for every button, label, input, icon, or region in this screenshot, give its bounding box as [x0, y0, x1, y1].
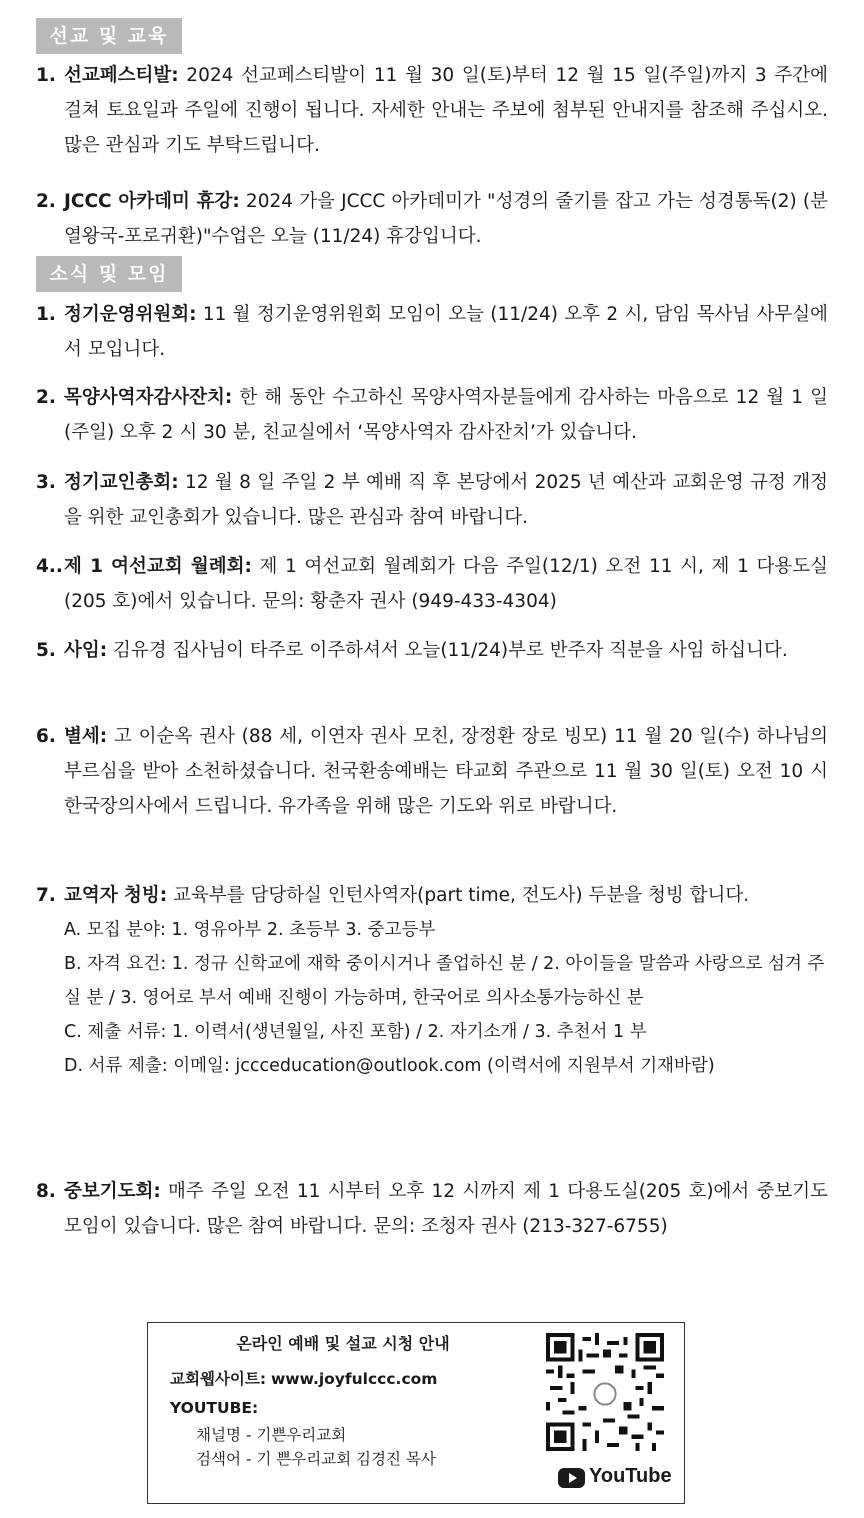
item-text: 매주 주일 오전 11 시부터 오후 12 시까지 제 1 다용도실(205 호)에서 중보기도모임이 있습니다. 많은 참여 바랍니다. 문의: 조청자 권사 (213-327-6755)	[64, 1181, 828, 1237]
qr-code-icon[interactable]	[546, 1333, 664, 1451]
item-text: 2024 가을 JCCC 아카데미가 "성경의 줄기를 잡고 가는 성경통독(2) (분열왕국-포로귀환)"수업은 오늘 (11/24) 휴강입니다.	[64, 191, 828, 247]
item-text: 11 월 정기운영위원회 모임이 오늘 (11/24) 오후 2 시, 담임 목사님 사무실에서 모입니다.	[64, 304, 828, 360]
item-number: 3.	[36, 472, 56, 493]
list-item	[36, 297, 828, 367]
item-number: 2.	[36, 387, 56, 408]
website-label: 교회웹사이트:	[170, 1370, 267, 1388]
item-number: 7.	[36, 885, 56, 906]
list-item	[36, 58, 828, 163]
item-lead: 정기운영위원회:	[64, 304, 197, 325]
item-lead: 중보기도회:	[64, 1181, 161, 1202]
item-lead: 제 1 여선교회 월례회:	[64, 556, 252, 577]
youtube-label: YOUTUBE:	[170, 1399, 259, 1417]
item-number: 2.	[36, 191, 56, 212]
youtube-logo[interactable]	[558, 1463, 672, 1493]
sub-item-a: A. 모집 분야: 1. 영유아부 2. 초등부 3. 중고등부	[64, 920, 436, 940]
item-text: 김유경 집사님이 타주로 이주하셔서 오늘(11/24)부로 반주자 직분을 사임 하십니다.	[107, 640, 788, 661]
list-item	[36, 1174, 828, 1244]
list-item	[36, 184, 828, 254]
item-lead: JCCC 아카데미 휴강:	[64, 191, 240, 212]
sub-item-b: B. 자격 요건: 1. 정규 신학교에 재학 중이시거나 졸업하신 분 / 2. 아이들을 말씀과 사랑으로 섬겨 주실 분 / 3. 영어로 부서 예배 진행이 가능하며, 한국어로 의사소통가능하신 분	[64, 954, 825, 1008]
item-text: 2024 선교페스티발이 11 월 30 일(토)부터 12 월 15 일(주일)까지 3 주간에 걸쳐 토요일과 주일에 진행이 됩니다. 자세한 안내는 주보에 첨부된 안내지를 참조해 주십시오. 많은 관심과 기도 부탁드립니다.	[64, 65, 828, 156]
item-number: 6.	[36, 726, 56, 747]
item-number: 8.	[36, 1181, 56, 1202]
list-item	[36, 719, 828, 824]
sub-item-c: C. 제출 서류: 1. 이력서(생년월일, 사진 포함) / 2. 자기소개 / 3. 추천서 1 부	[64, 1022, 647, 1042]
item-number: 5.	[36, 640, 56, 661]
channel-name: 채널명 - 기쁜우리교회	[196, 1426, 347, 1444]
item-text: 고 이순옥 권사 (88 세, 이연자 권사 모친, 장정환 장로 빙모) 11 월 20 일(수) 하나님의 부르심을 받아 소천하셨습니다. 천국환송예배는 타교회 주관으로 11 월 30 일(토) 오전 10 시 한국장의사에서 드립니다. 유가족을 위해 많은 기도와 위로 바랍니다.	[64, 726, 828, 817]
list-item	[36, 878, 828, 1083]
section-label-news: 소식 및 모임	[36, 256, 182, 292]
item-lead: 사임:	[64, 640, 108, 661]
list-item	[36, 380, 828, 450]
list-item	[36, 549, 828, 619]
search-term: 검색어 - 기 쁜우리교회 김경진 목사	[196, 1450, 436, 1468]
item-number: 4..	[36, 556, 63, 577]
list-item	[36, 633, 828, 668]
sub-item-d: D. 서류 제출: 이메일: jccceducation@outlook.com (이력서에 지원부서 기재바람)	[64, 1056, 715, 1076]
item-lead: 선교페스티발:	[64, 65, 179, 86]
website-link[interactable]: www.joyfulccc.com	[270, 1370, 438, 1388]
notice-title: 온라인 예배 및 설교 시청 안내	[236, 1334, 450, 1353]
section-label-mission: 선교 및 교육	[36, 18, 182, 54]
online-worship-notice	[147, 1322, 685, 1504]
item-number: 1.	[36, 304, 56, 325]
item-text: 12 월 8 일 주일 2 부 예배 직 후 본당에서 2025 년 예산과 교회운영 규정 개정을 위한 교인총회가 있습니다. 많은 관심과 참여 바랍니다.	[64, 472, 828, 528]
item-lead: 별세:	[64, 726, 108, 747]
youtube-logo-text: YouTube	[589, 1465, 672, 1487]
item-lead: 정기교인총회:	[64, 472, 179, 493]
item-lead: 교역자 청빙:	[64, 885, 168, 906]
item-lead: 목양사역자감사잔치:	[64, 387, 233, 408]
list-item	[36, 465, 828, 535]
item-text: 교육부를 담당하실 인턴사역자(part time, 전도사) 두분을 청빙 합니다.	[167, 885, 750, 906]
item-number: 1.	[36, 65, 56, 86]
item-text: 한 해 동안 수고하신 목양사역자분들에게 감사하는 마음으로 12 월 1 일(주일) 오후 2 시 30 분, 친교실에서 ‘목양사역자 감사잔치’가 있습니다.	[64, 387, 828, 443]
item-text: 제 1 여선교회 월례회가 다음 주일(12/1) 오전 11 시, 제 1 다용도실 (205 호)에서 있습니다. 문의: 황춘자 권사 (949-433-4304)	[64, 556, 828, 612]
